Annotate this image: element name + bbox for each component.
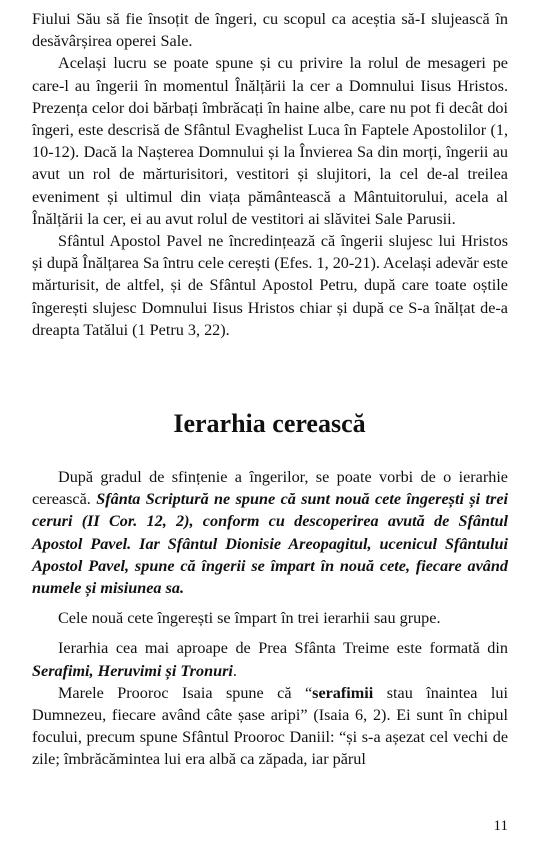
seraphim-rest: stau înaintea lui Dumnezeu, fiecare având câte șase aripi” (Isaia 6, 2). Ei sunt în chipul focului, precum spune Sfântul Prooroc Daniil: “și s-a așezat cel vechi de zile; îmbrăcămintea lui era albă ca zăpada, iar părul [32, 683, 508, 769]
section-heading: Ierarhia cerească [173, 409, 366, 438]
scripture-emphasis: Sfânta Scriptură ne spune că sunt nouă cete îngerești și trei ceruri (II Cor. 12, 2), conform cu descoperirea avută de Sfântul Apostol Pavel. Iar Sfântul Dionisie Areopagitul, ucenicul Sfântului Apostol Pavel, spune că îngerii se împart în nouă cete, fiecare având numele și misiunea sa. [32, 490, 508, 598]
first-hierarchy-names: Serafimi, Heruvimi și Tronuri [32, 661, 233, 680]
paragraph-apostle-paul: Sfântul Apostol Pavel ne încredințează că îngerii slujesc lui Hristos și după Înălțarea Sa întru cele cerești (Efes. 1, 20-21). Același adevăr este mărturisit, de altfel, și de Sfântul Apostol Petru, după care toate oștile îngerești slujesc Domnului Iisus Hristos chiar și după ce S-a înălțat de-a dreapta Tatălui (1 Petru 3, 22). [32, 232, 508, 339]
paragraph-first-hierarchy [32, 637, 508, 681]
paragraph-continuation: Fiului Său să fie însoțit de îngeri, cu scopul ca aceștia să-I slujească în desăvârșirea operei Sale. [32, 10, 508, 51]
first-hierarchy-end: . [232, 661, 237, 680]
first-hierarchy-start: Ierarhia cea mai aproape de Prea Sfânta Treime este formată din [58, 639, 508, 658]
seraphim-start: Marele Prooroc Isaia spune că “ [58, 683, 313, 702]
body-text-bottom [32, 466, 508, 771]
paragraph-hierarchy-intro [32, 466, 508, 599]
body-text-top [32, 8, 508, 341]
paragraph-seraphim [32, 682, 508, 771]
page-number: 11 [493, 818, 508, 834]
paragraph-hierarchy-intro-start: După gradul de sfințenie a îngerilor, se poate vorbi de o ierarhie cerească. [32, 468, 508, 509]
paragraph-three-groups: Cele nouă cete îngerești se împart în trei ierarhii sau grupe. [58, 609, 441, 628]
paragraph-ascension: Același lucru se poate spune și cu privire la rolul de mesageri pe care-l au îngerii în momentul Înălțării la cer a Domnului Iisus Hristos. Prezența celor doi bărbați îmbrăcați în haine albe, care nu pot fi decât doi îngeri, este descrisă de Sfântul Evaghelist Luca în Faptele Apostolilor (1, 10-12). Dacă la Nașterea Domnului și la Învierea Sa din morți, îngerii au avut un rol de mărturisitori, vestitori și slujitori, la cel de-al treilea eveniment și ultimul din viața pământească a Mântuitorului, acela al Înălțării la cer, ei au avut rolul de vestitori ai slăvitei Sale Parusii. [32, 54, 508, 228]
seraphim-term: serafimii [312, 683, 374, 702]
